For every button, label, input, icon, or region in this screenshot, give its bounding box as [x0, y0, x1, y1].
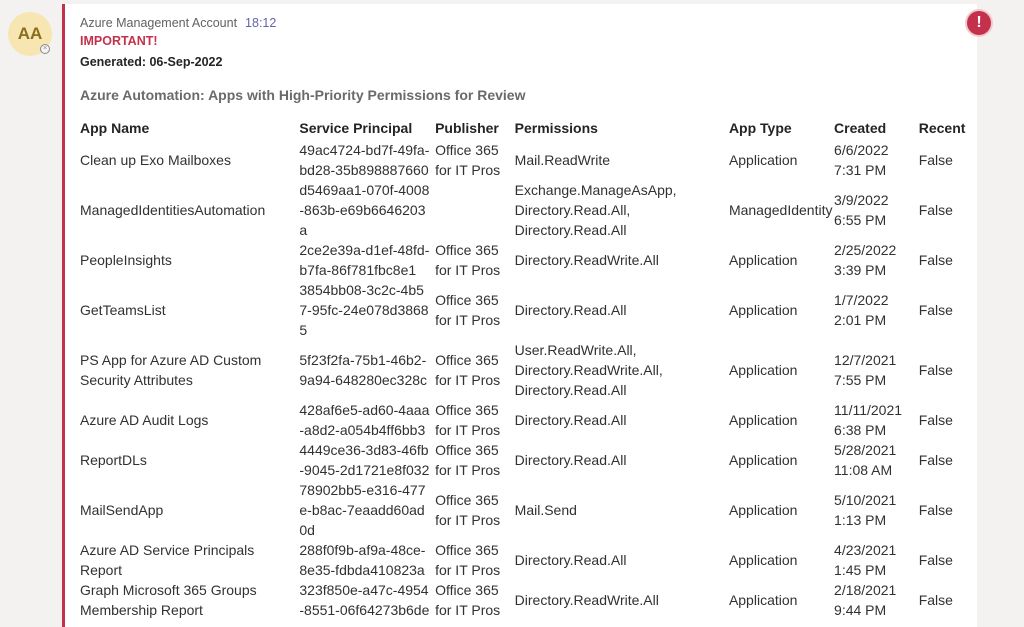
permissions-cell: Directory.ReadWrite.All — [514, 592, 659, 608]
table-row — [78, 440, 977, 480]
table-row — [78, 400, 977, 440]
column-header: Recent — [918, 120, 966, 136]
app-name-cell: MailSendApp — [80, 502, 164, 518]
table-row — [78, 580, 977, 620]
service-principal-cell: 3854bb08-3c2c-4b57-95fc-24e078d38685 — [299, 282, 429, 338]
app-name-cell: PS App for Azure AD Custom Security Attributes — [80, 352, 262, 388]
app-type-cell: Application — [728, 452, 798, 468]
recent-cell: False — [918, 362, 953, 378]
created-cell: 2/25/2022 3:39 PM — [834, 242, 897, 278]
app-name-cell: Azure AD Audit Logs — [80, 412, 209, 428]
created-cell: 1/7/2022 2:01 PM — [834, 292, 889, 328]
publisher-cell: Office 365 for IT Pros — [435, 442, 501, 478]
column-header: Created — [834, 120, 887, 136]
permissions-cell: Mail.Send — [514, 502, 577, 518]
column-header: Permissions — [514, 120, 598, 136]
service-principal-cell: 49ac4724-bd7f-49fa-bd28-35b898887660 — [299, 142, 430, 178]
table-row — [78, 180, 977, 240]
permissions-cell: Directory.Read.All — [514, 452, 627, 468]
app-type-cell: ManagedIdentity — [728, 202, 833, 218]
created-cell: 11/11/2021 6:38 PM — [834, 402, 903, 438]
service-principal-cell: 4449ce36-3d83-46fb-9045-2d1721e8f032 — [299, 442, 430, 478]
column-header: App Name — [80, 120, 150, 136]
created-cell: 2/18/2021 9:44 PM — [834, 582, 897, 618]
app-name-cell: Graph Microsoft 365 Groups Membership Report — [80, 582, 257, 618]
column-header: App Type — [728, 120, 792, 136]
app-type-cell: Application — [728, 362, 798, 378]
app-type-cell: Application — [728, 412, 798, 428]
recent-cell: False — [918, 152, 953, 168]
message-card — [62, 4, 977, 627]
app-name-cell: ReportDLs — [80, 452, 147, 468]
publisher-cell: Office 365 for IT Pros — [435, 492, 501, 528]
app-type-cell: Application — [728, 302, 798, 318]
publisher-cell: Office 365 for IT Pros — [435, 142, 501, 178]
publisher-cell — [433, 180, 513, 240]
message-timestamp: 18:12 — [245, 16, 277, 30]
app-type-cell: Application — [728, 252, 798, 268]
service-principal-cell: d5469aa1-070f-4008-863b-e69b6646203a — [299, 182, 430, 238]
service-principal-cell: 5f23f2fa-75b1-46b2-9a94-648280ec328c — [299, 352, 428, 388]
publisher-cell: Office 365 for IT Pros — [435, 242, 501, 278]
publisher-cell: Office 365 for IT Pros — [435, 542, 501, 578]
app-name-cell: GetTeamsList — [80, 302, 166, 318]
recent-cell: False — [918, 202, 953, 218]
permissions-cell: Directory.ReadWrite.All — [514, 252, 659, 268]
publisher-cell: Office 365 for IT Pros — [435, 292, 501, 328]
presence-status-icon: × — [40, 44, 50, 54]
column-header: Publisher — [435, 120, 499, 136]
permissions-cell: Mail.ReadWrite — [514, 152, 611, 168]
created-cell: 5/10/2021 1:13 PM — [834, 492, 897, 528]
recent-cell: False — [918, 452, 953, 468]
service-principal-cell: 2ce2e39a-d1ef-48fd-b7fa-86f781fbc8e1 — [299, 242, 430, 278]
recent-cell: False — [918, 502, 953, 518]
recent-cell: False — [918, 252, 953, 268]
app-name-cell: PeopleInsights — [80, 252, 172, 268]
service-principal-cell: 288f0f9b-af9a-48ce-8e35-fdbda410823a — [299, 542, 426, 578]
table-header-row — [78, 116, 977, 140]
app-type-cell: Application — [728, 552, 798, 568]
permissions-cell: Directory.Read.All — [514, 302, 627, 318]
table-row — [78, 140, 977, 180]
publisher-cell: Office 365 for IT Pros — [435, 402, 501, 438]
message-header — [80, 16, 276, 30]
app-name-cell: ManagedIdentitiesAutomation — [80, 202, 266, 218]
table-row — [78, 280, 977, 340]
publisher-cell: Office 365 for IT Pros — [435, 582, 501, 618]
recent-cell: False — [918, 412, 953, 428]
publisher-cell: Office 365 for IT Pros — [435, 352, 501, 388]
table-row — [78, 340, 977, 400]
recent-cell: False — [918, 592, 953, 608]
created-cell: 6/6/2022 7:31 PM — [834, 142, 889, 178]
permissions-cell: Exchange.ManageAsApp, Directory.Read.All, Directory.Read.All — [514, 182, 677, 238]
app-name-cell: Clean up Exo Mailboxes — [80, 152, 231, 168]
created-cell: 3/9/2022 6:55 PM — [834, 192, 889, 228]
generated-date: Generated: 06-Sep-2022 — [80, 55, 223, 69]
app-type-cell: Application — [728, 592, 798, 608]
created-cell: 12/7/2021 7:55 PM — [834, 352, 897, 388]
app-name-cell: Azure AD Service Principals Report — [80, 542, 255, 578]
app-type-cell: Application — [728, 502, 798, 518]
column-header: Service Principal — [299, 120, 413, 136]
recent-cell: False — [918, 302, 953, 318]
recent-cell: False — [918, 552, 953, 568]
importance-label: IMPORTANT! — [80, 34, 158, 48]
service-principal-cell: 78902bb5-e316-477e-b8ac-7eaadd60ad0d — [299, 482, 426, 538]
table-row — [78, 540, 977, 580]
service-principal-cell: 323f850e-a47c-4954-8551-06f64273b6de — [299, 582, 430, 618]
table-row — [78, 480, 977, 540]
app-type-cell: Application — [728, 152, 798, 168]
permissions-cell: Directory.Read.All — [514, 552, 627, 568]
sender-name[interactable]: Azure Management Account — [80, 16, 238, 30]
service-principal-cell: 428af6e5-ad60-4aaa-a8d2-a054b4ff6bb3 — [299, 402, 430, 438]
report-heading: Azure Automation: Apps with High-Priority Permissions for Review — [80, 87, 526, 103]
table-row — [78, 240, 977, 280]
permissions-cell: User.ReadWrite.All, Directory.ReadWrite.All, Directory.Read.All — [514, 342, 663, 398]
created-cell: 4/23/2021 1:45 PM — [834, 542, 897, 578]
permissions-table — [78, 116, 977, 620]
sender-avatar[interactable]: AA — [8, 12, 52, 56]
important-alert-icon: ! — [967, 11, 991, 35]
created-cell: 5/28/2021 11:08 AM — [834, 442, 897, 478]
permissions-cell: Directory.Read.All — [514, 412, 627, 428]
